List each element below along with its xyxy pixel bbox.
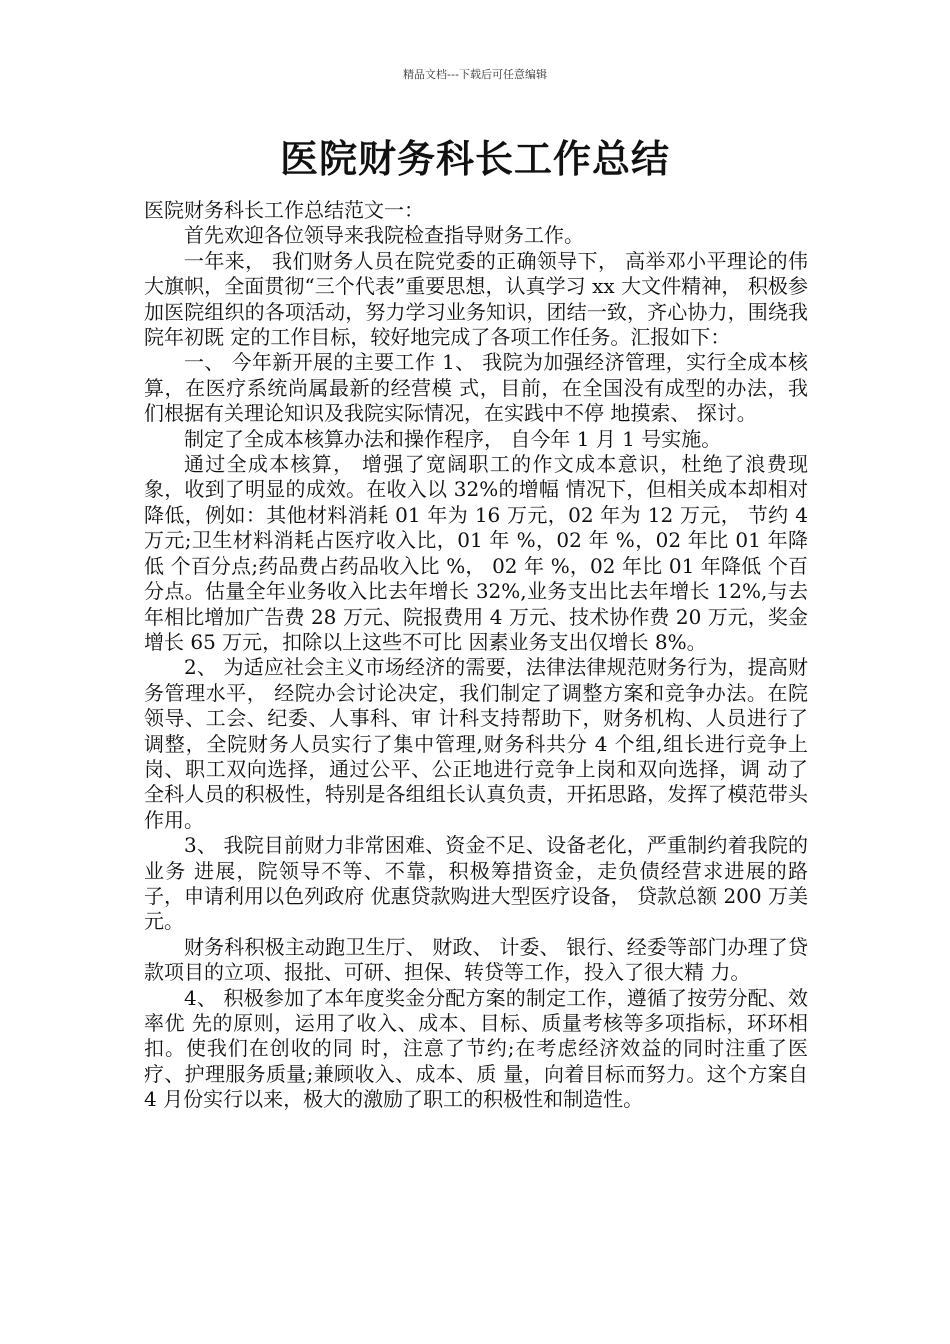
paragraph: 医院财务科长工作总结范文一： <box>144 198 424 222</box>
paragraph: 首先欢迎各位领导来我院检查指导财务工作。 <box>184 223 584 248</box>
paragraph: 一、 今年新开展的主要工作 1、 我院为加强经济管理，实行全成本核算，在医疗系统尚属最新的经营模 式，目前，在全国没有成型的办法，我们根据有关理论知识及我院实际情况，在实践中不停 地摸索、 探讨。 <box>144 350 808 426</box>
paragraph: 一年来， 我们财务人员在院党委的正确领导下， 高举邓小平理论的伟大旗帜，全面贯彻“三个代表”重要思想，认真学习 xx 大文件精神， 积极参加医院组织的各项活动，努力学习业务知识，团结一致，齐心协力，围绕我院年初既 定的工作目标，较好地完成了各项工作任务。汇报如下： <box>144 248 808 350</box>
paragraph: 制定了全成本核算办法和操作程序， 自今年 1 月 1 号实施。 <box>184 426 722 451</box>
document-title: 医院财务科长工作总结 <box>279 137 670 181</box>
paragraph: 通过全成本核算， 增强了宽阔职工的作文成本意识，杜绝了浪费现象，收到了明显的成效。在收入以 32%的增幅 情况下，但相关成本却相对降低，例如：其他材料消耗 01 年为 16 万元，02 年为 12 万元， 节约 4 万元;卫生材料消耗占医疗收入比，01 年 %，02 年 %，02 年比 01 年降低 个百分点;药品费占药品收入比 %， 02 年 %，02 年比 01 年降低 个百 分点。估量全年业务收入比去年增长 32%,业务支出比去年增长 12%,与去年相比增加广告费 28 万元、院报费用 4 万元、技术协作费 20 万元，奖金增长 65 万元，扣除以上这些不可比 因素业务支出仅增长 8%。 <box>144 452 815 654</box>
page-header: 精品文档---下载后可任意编辑 <box>403 68 547 81</box>
paragraph: 2、 为适应社会主义市场经济的需要，法律法律规范财务行为，提高财务管理水平， 经院办会讨论决定，我们制定了调整方案和竞争办法。在院领导、工会、纪委、人事科、审 计科支持帮助下，财务机构、人员进行了调整，全院财务人员实行了集中管理,财务科共分 4 个组,组长进行竞争上岗、职工双向选择，通过公平、公正地进行竞争上岗和双向选择，调 动了全科人员的积极性，特别是各组组长认真负责，开拓思路，发挥了模范带头作用。 <box>144 655 808 832</box>
paragraph: 财务科积极主动跑卫生厅、 财政、 计委、 银行、经委等部门办理了贷款项目的立项、报批、可研、担保、转贷等工作，投入了很大精 力。 <box>144 934 808 985</box>
document-body <box>144 198 815 1113</box>
paragraph: 4、 积极参加了本年度奖金分配方案的制定工作，遵循了按劳分配、效率优 先的原则，运用了收入、成本、目标、质量考核等多项指标，环环相扣。使我们在创收的同 时，注意了节约;在考虑经济效益的同时注重了医疗、护理服务质量;兼顾收入、成本、质 量，向着目标而努力。这个方案自 4 月份实行以来，极大的激励了职工的积极性和制造性。 <box>144 985 815 1112</box>
paragraph: 3、 我院目前财力非常困难、资金不足、设备老化，严重制约着我院的业务 进展，院领导不等、不靠，积极筹措资金，走负债经营求进展的路子，申请利用以色列政府 优惠贷款购进大型医疗设备， 贷款总额 200 万美元。 <box>144 833 808 934</box>
